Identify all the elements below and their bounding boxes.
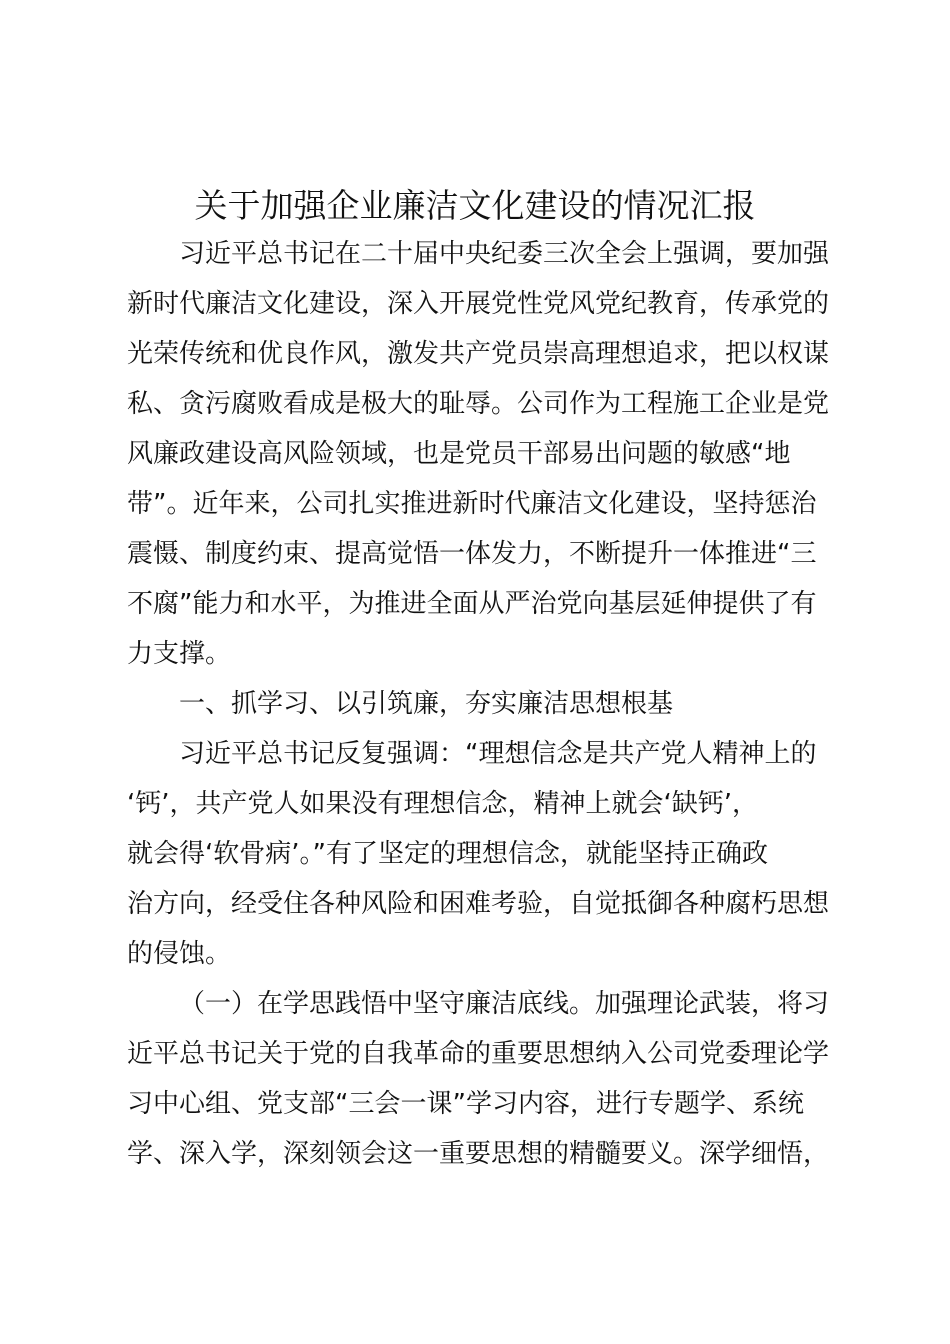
paragraph-intro <box>127 229 833 679</box>
paragraph-line: 光荣传统和优良作风，激发共产党员崇高理想追求，把以权谋 <box>127 339 830 369</box>
section-heading-line: 一、抓学习、以引筑廉，夯实廉洁思想根基 <box>179 689 674 719</box>
paragraph-subsection-1 <box>127 979 833 1179</box>
paragraph-line: 震慑、制度约束、提高觉悟一体发力，不断提升一体推进“三 <box>127 539 817 569</box>
section-heading <box>127 679 833 729</box>
paragraph-line: 习中心组、党支部“三会一课”学习内容，进行专题学、系统 <box>127 1089 804 1119</box>
paragraph-line: 力支撑。 <box>127 639 232 669</box>
paragraph-line: 不腐”能力和水平，为推进全面从严治党向基层延伸提供了有 <box>127 589 817 619</box>
paragraph-line: 就会得‘软骨病’。”有了坚定的理想信念，就能坚持正确政 <box>127 839 768 869</box>
document-title: 关于加强企业廉洁文化建设的情况汇报 <box>194 186 756 225</box>
paragraph-quote <box>127 729 833 979</box>
paragraph-line: 习近平总书记反复强调：“理想信念是共产党人精神上的 <box>179 739 817 769</box>
paragraph-line: 带”。近年来，公司扎实推进新时代廉洁文化建设，坚持惩治 <box>127 489 817 519</box>
paragraph-line: 风廉政建设高风险领域，也是党员干部易出问题的敏感“地 <box>127 439 791 469</box>
paragraph-line: 学、深入学，深刻领会这一重要思想的精髓要义。深学细悟， <box>127 1139 830 1169</box>
paragraph-line: 的侵蚀。 <box>127 939 232 969</box>
paragraph-line: 治方向，经受住各种风险和困难考验，自觉抵御各种腐朽思想 <box>127 889 830 919</box>
paragraph-line: ‘钙’，共产党人如果没有理想信念，精神上就会‘缺钙’， <box>127 789 759 819</box>
paragraph-line: 近平总书记关于党的自我革命的重要思想纳入公司党委理论学 <box>127 1039 830 1069</box>
paragraph-line: 习近平总书记在二十届中央纪委三次全会上强调，要加强 <box>179 239 830 269</box>
paragraph-line: 新时代廉洁文化建设，深入开展党性党风党纪教育，传承党的 <box>127 289 830 319</box>
paragraph-line: （一）在学思践悟中坚守廉洁底线。加强理论武装，将习 <box>179 989 830 1019</box>
paragraph-line: 私、贪污腐败看成是极大的耻辱。公司作为工程施工企业是党 <box>127 389 830 419</box>
